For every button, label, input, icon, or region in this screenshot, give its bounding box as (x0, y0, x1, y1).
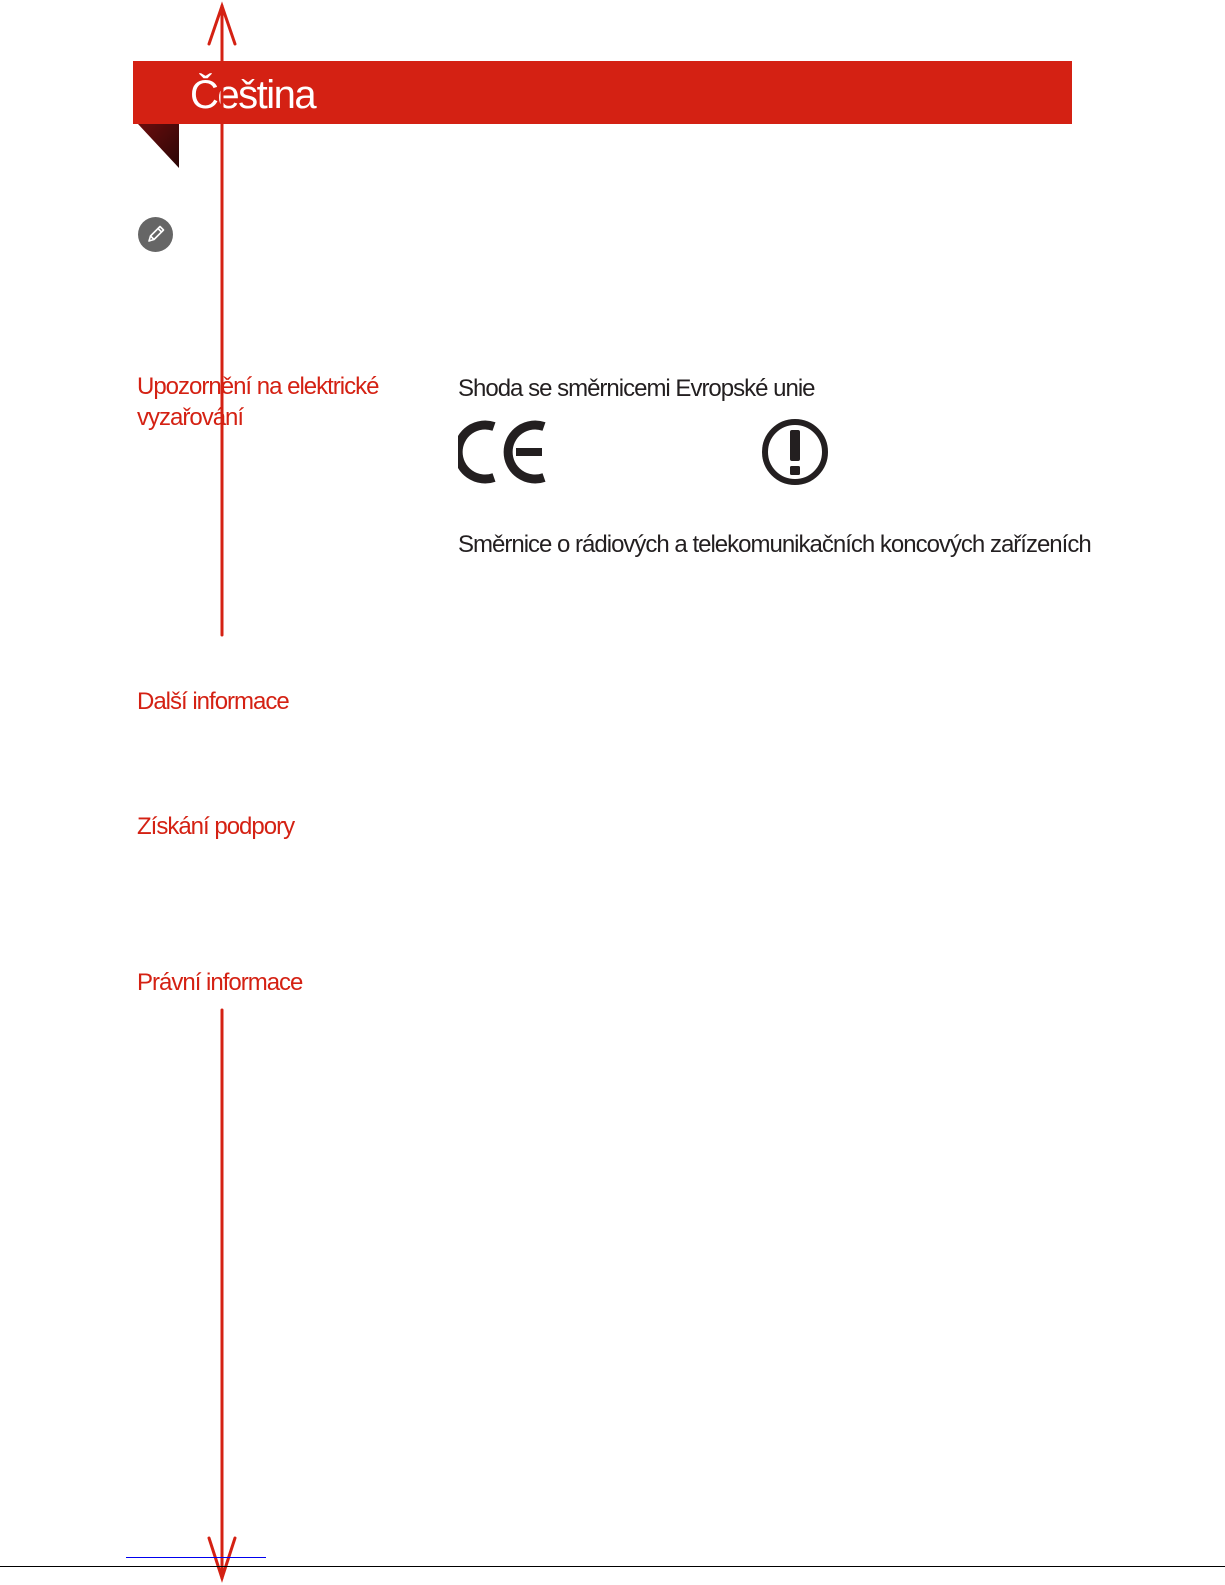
section-heading-more-info (137, 686, 289, 717)
footnote-rule (126, 1557, 266, 1558)
section-heading-support (137, 811, 294, 842)
ce-mark-icon (458, 420, 550, 484)
alert-icon (761, 418, 829, 486)
section-heading-emissions (137, 371, 378, 433)
page-title: Čeština (190, 73, 316, 117)
banner-fold-corner (138, 124, 180, 169)
pencil-icon (138, 217, 173, 252)
heading-line: Získání podpory (137, 813, 295, 840)
heading-line: vyzařování (137, 404, 244, 431)
compliance-title: Shoda se směrnicemi Evropské unie (458, 375, 815, 402)
heading-line: Upozornění na elektrické (137, 373, 379, 400)
vertical-guide-line (195, 0, 255, 1585)
heading-line: Další informace (137, 688, 289, 715)
section-heading-legal (137, 967, 302, 998)
page-bottom-rule (0, 1566, 1225, 1567)
directive-text: Směrnice o rádiových a telekomunikačních koncových zařízeních (458, 531, 1091, 558)
heading-line: Právní informace (137, 969, 303, 996)
